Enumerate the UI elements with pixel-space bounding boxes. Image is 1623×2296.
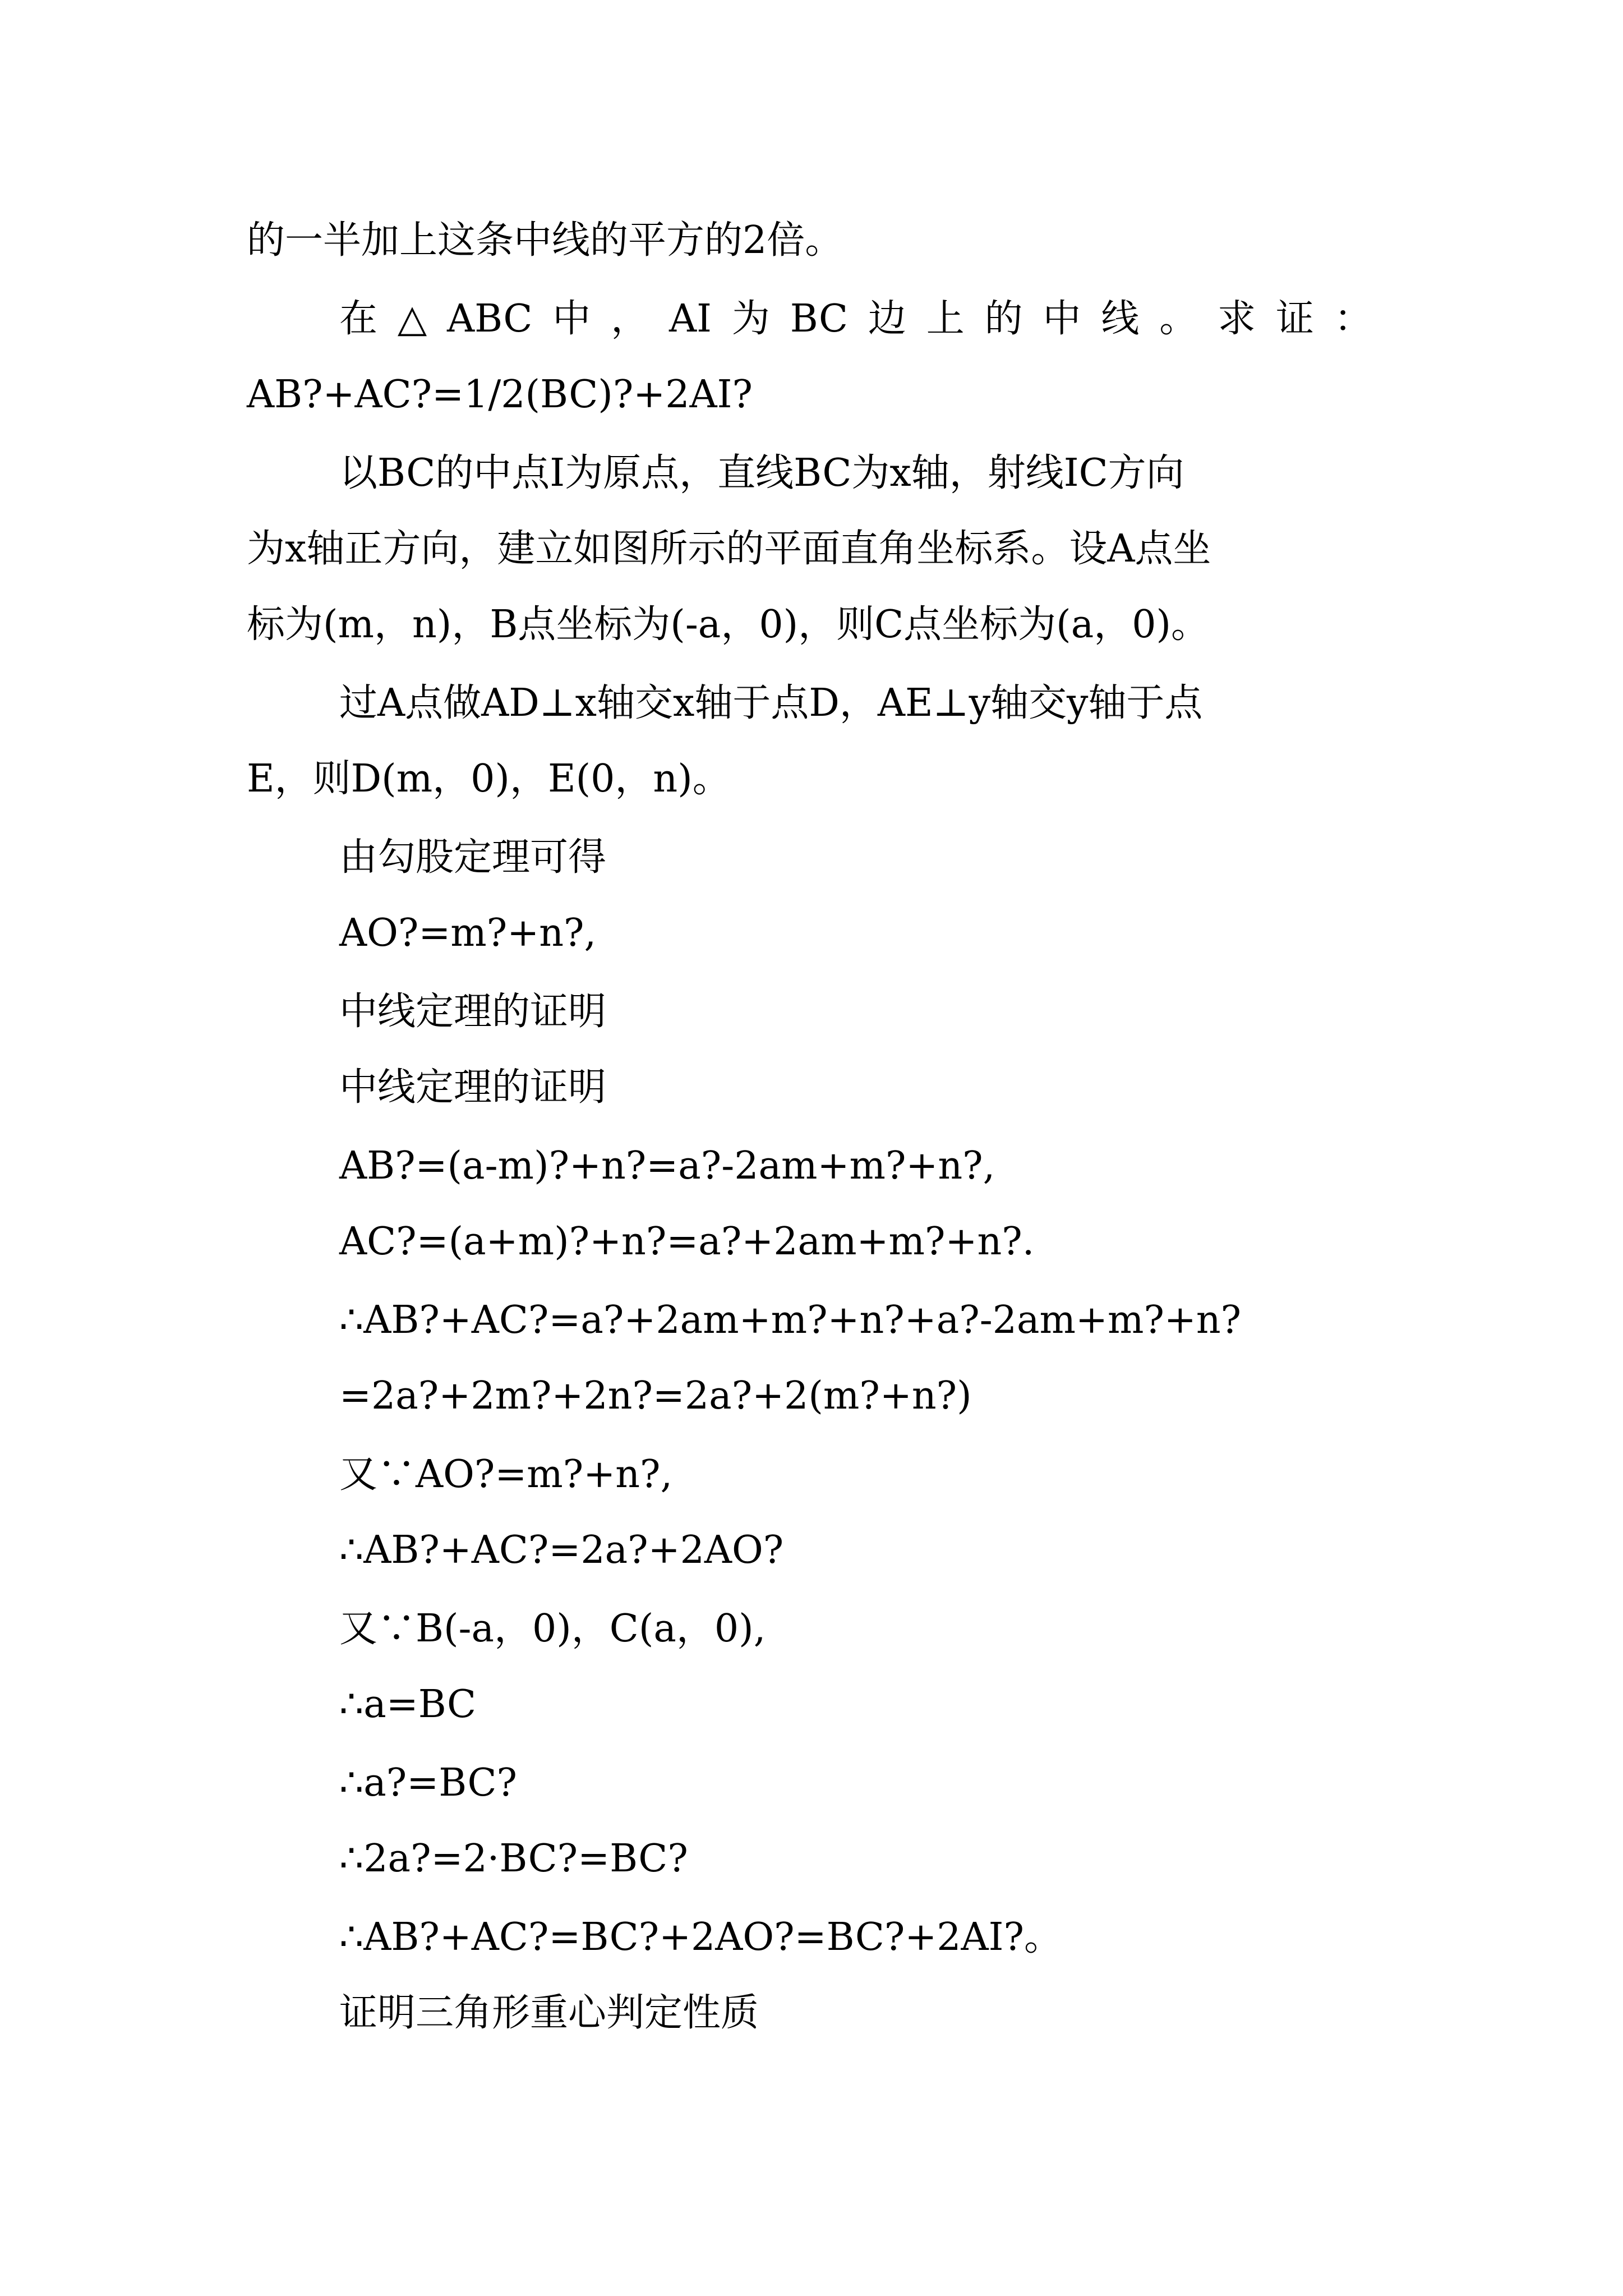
- paragraph-line-2: [339, 297, 1372, 341]
- paragraph-line-21: ∴a?=BC?: [339, 1761, 517, 1805]
- paragraph-line-4: 以BC的中点I为原点，直线BC为x轴，射线IC方向: [339, 451, 1184, 495]
- justified-token: 上: [926, 297, 965, 341]
- paragraph-line-10: AO?=m?+n?,: [339, 911, 597, 955]
- paragraph-line-12: 中线定理的证明: [339, 1065, 607, 1110]
- justified-token: 线: [1101, 297, 1140, 341]
- paragraph-line-16: =2a?+2m?+2n?=2a?+2(m?+n?): [339, 1374, 972, 1418]
- justified-token: 求: [1218, 297, 1256, 341]
- justified-token: 的: [984, 297, 1023, 341]
- paragraph-line-17: 又∵AO?=m?+n?,: [339, 1452, 673, 1497]
- paragraph-line-24: 证明三角形重心判定性质: [339, 1991, 759, 2035]
- justified-token: BC: [790, 297, 848, 341]
- justified-token: 中: [552, 297, 591, 341]
- paragraph-line-8: E，则D(m，0)，E(0，n)。: [247, 757, 731, 801]
- justified-token: ，: [611, 297, 649, 341]
- justified-token: 。: [1159, 297, 1198, 341]
- justified-token: 中: [1043, 297, 1081, 341]
- paragraph-line-11: 中线定理的证明: [339, 990, 607, 1034]
- paragraph-line-13: AB?=(a-m)?+n?=a?-2am+m?+n?,: [339, 1144, 995, 1188]
- paragraph-line-6: 标为(m，n)，B点坐标为(-a，0)，则C点坐标为(a，0)。: [247, 602, 1210, 647]
- paragraph-line-5: 为x轴正方向，建立如图所示的平面直角坐标系。设A点坐: [247, 527, 1211, 571]
- justified-token: △: [397, 297, 427, 341]
- justified-token: AI: [669, 297, 712, 341]
- justified-token: ：: [1334, 297, 1372, 341]
- paragraph-line-15: ∴AB?+AC?=a?+2am+m?+n?+a?-2am+m?+n?: [339, 1298, 1242, 1342]
- paragraph-line-23: ∴AB?+AC?=BC?+2AO?=BC?+2AI?。: [339, 1915, 1062, 1959]
- paragraph-line-20: ∴a=BC: [339, 1682, 477, 1727]
- justified-token: 为: [731, 297, 770, 341]
- paragraph-line-7: 过A点做AD⊥x轴交x轴于点D，AE⊥y轴交y轴于点: [339, 681, 1203, 725]
- paragraph-line-1: 的一半加上这条中线的平方的2倍。: [247, 218, 843, 263]
- paragraph-line-18: ∴AB?+AC?=2a?+2AO?: [339, 1528, 784, 1572]
- paragraph-line-22: ∴2a?=2·BC?=BC?: [339, 1837, 688, 1881]
- justified-token: 边: [868, 297, 906, 341]
- paragraph-line-9: 由勾股定理可得: [339, 835, 607, 880]
- paragraph-line-3: AB?+AC?=1/2(BC)?+2AI?: [247, 372, 753, 417]
- justified-token: 在: [339, 297, 378, 341]
- justified-token: ABC: [447, 297, 533, 341]
- paragraph-line-19: 又∵B(-a，0)，C(a，0),: [339, 1607, 766, 1651]
- justified-token: 证: [1275, 297, 1314, 341]
- paragraph-line-14: AC?=(a+m)?+n?=a?+2am+m?+n?.: [339, 1220, 1035, 1264]
